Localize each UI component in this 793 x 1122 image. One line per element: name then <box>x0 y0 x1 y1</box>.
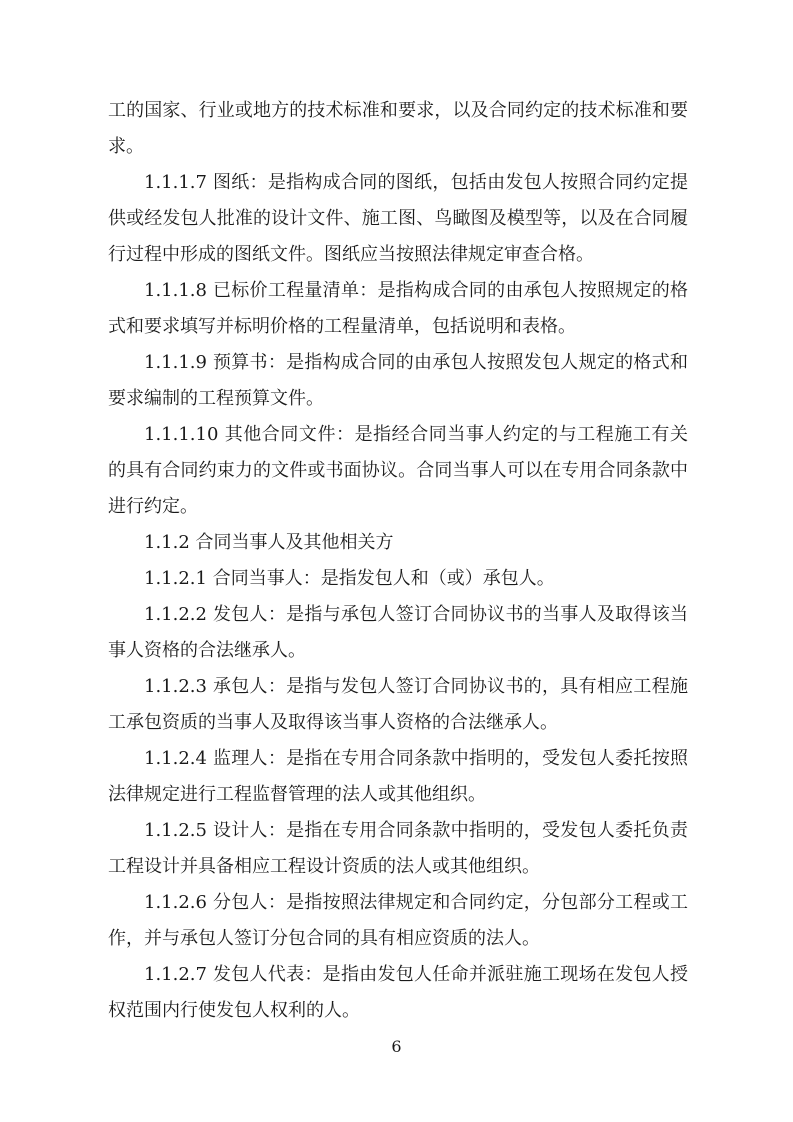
paragraph-clause-1-1-2-5: 1.1.2.5 设计人：是指在专用合同条款中指明的，受发包人委托负责工程设计并具备相应工程设计资质的法人或其他组织。 <box>108 820 688 877</box>
page-number: 6 <box>391 1037 402 1056</box>
paragraph: 工的国家、行业或地方的技术标准和要求，以及合同约定的技术标准和要求。 <box>108 100 688 157</box>
paragraph-clause-1-1-2-6: 1.1.2.6 分包人：是指按照法律规定和合同约定，分包部分工程或工作，并与承包人签订分包合同的具有相应资质的法人。 <box>108 892 688 949</box>
section-heading-1-1-2: 1.1.2 合同当事人及其他相关方 <box>144 532 394 553</box>
paragraph-clause-1-1-1-7: 1.1.1.7 图纸：是指构成合同的图纸，包括由发包人按照合同约定提供或经发包人批准的设计文件、施工图、鸟瞰图及模型等，以及在合同履行过程中形成的图纸文件。图纸应当按照法律规定审查合格。 <box>108 172 688 265</box>
paragraph-clause-1-1-1-9: 1.1.1.9 预算书：是指构成合同的由承包人按照发包人规定的格式和要求编制的工程预算文件。 <box>108 352 688 409</box>
paragraph-clause-1-1-2-7: 1.1.2.7 发包人代表：是指由发包人任命并派驻施工现场在发包人授权范围内行使发包人权利的人。 <box>108 964 688 1021</box>
paragraph-clause-1-1-2-2: 1.1.2.2 发包人：是指与承包人签订合同协议书的当事人及取得该当事人资格的合法继承人。 <box>108 604 688 661</box>
paragraph-clause-1-1-1-10: 1.1.1.10 其他合同文件：是指经合同当事人约定的与工程施工有关的具有合同约束力的文件或书面协议。合同当事人可以在专用合同条款中进行约定。 <box>108 424 688 517</box>
paragraph-clause-1-1-2-1: 1.1.2.1 合同当事人：是指发包人和（或）承包人。 <box>144 568 555 589</box>
document-body <box>108 93 688 1029</box>
paragraph-clause-1-1-1-8: 1.1.1.8 已标价工程量清单：是指构成合同的由承包人按照规定的格式和要求填写并标明价格的工程量清单，包括说明和表格。 <box>108 280 688 337</box>
paragraph-clause-1-1-2-3: 1.1.2.3 承包人：是指与发包人签订合同协议书的，具有相应工程施工承包资质的当事人及取得该当事人资格的合法继承人。 <box>108 676 688 733</box>
paragraph-clause-1-1-2-4: 1.1.2.4 监理人：是指在专用合同条款中指明的，受发包人委托按照法律规定进行工程监督管理的法人或其他组织。 <box>108 748 688 805</box>
